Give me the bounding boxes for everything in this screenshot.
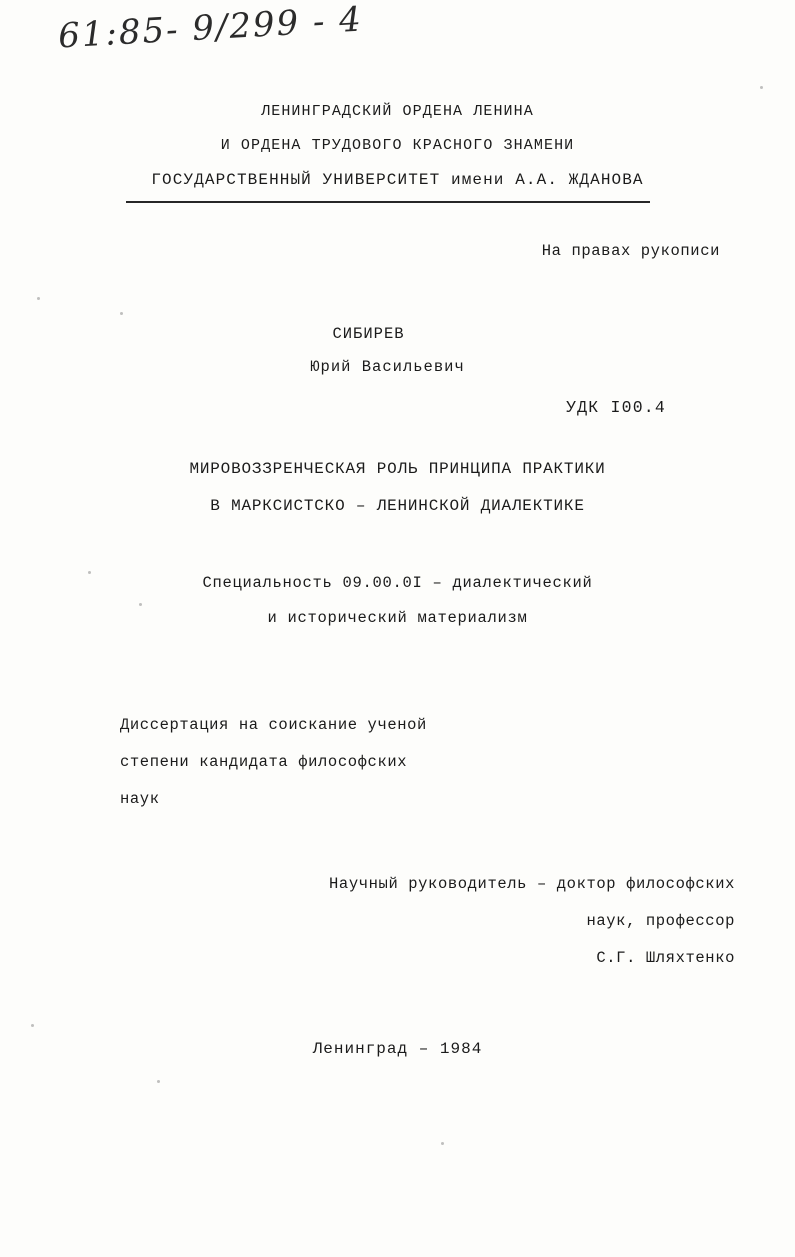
scan-speck: [157, 1080, 160, 1083]
title-line-2: В МАРКСИСТСКО – ЛЕНИНСКОЙ ДИАЛЕКТИКЕ: [210, 497, 585, 515]
archive-number-handwritten: 61:85- 9/299 - 4: [57, 0, 364, 57]
scan-speck: [31, 1024, 34, 1027]
author-block: [0, 318, 795, 384]
supervisor-line-2: наук, профессор: [586, 912, 735, 930]
scan-speck: [120, 312, 123, 315]
scan-speck: [760, 86, 763, 89]
dissertation-note-line-3: наук: [120, 790, 160, 808]
scan-speck: [139, 603, 142, 606]
supervisor-line-1: Научный руководитель – доктор философских: [329, 875, 735, 893]
speciality-block: [0, 566, 795, 636]
institution-line-2: И ОРДЕНА ТРУДОВОГО КРАСНОГО ЗНАМЕНИ: [220, 137, 575, 154]
title-line-1: МИРОВОЗЗРЕНЧЕСКАЯ РОЛЬ ПРИНЦИПА ПРАКТИКИ: [189, 460, 606, 478]
institution-line-3: ГОСУДАРСТВЕННЫЙ УНИВЕРСИТЕТ имени А.А. ЖДАНОВА: [151, 171, 644, 189]
scan-speck: [441, 1142, 444, 1145]
institution-line-1: ЛЕНИНГРАДСКИЙ ОРДЕНА ЛЕНИНА: [261, 103, 534, 120]
horizontal-rule: [126, 201, 650, 203]
author-surname: СИБИРЕВ: [332, 325, 405, 343]
dissertation-note-line-1: Диссертация на соискание ученой: [120, 716, 427, 734]
supervisor-block: [0, 866, 795, 977]
supervisor-line-3: С.Г. Шляхтенко: [596, 949, 735, 967]
speciality-line-2: и исторический материализм: [267, 609, 528, 627]
dissertation-note: [120, 707, 580, 818]
speciality-line-1: Специальность 09.00.0I – диалектический: [202, 574, 593, 592]
place-and-year: Ленинград – 1984: [312, 1040, 483, 1058]
scan-speck: [88, 571, 91, 574]
dissertation-title: [0, 451, 795, 525]
udc-code: УДК I00.4: [566, 398, 666, 417]
manuscript-note: На правах рукописи: [541, 242, 720, 260]
author-given-name: Юрий Васильевич: [310, 358, 465, 376]
dissertation-note-line-2: степени кандидата философских: [120, 753, 408, 771]
institution-heading: [0, 95, 795, 197]
scan-speck: [37, 297, 40, 300]
